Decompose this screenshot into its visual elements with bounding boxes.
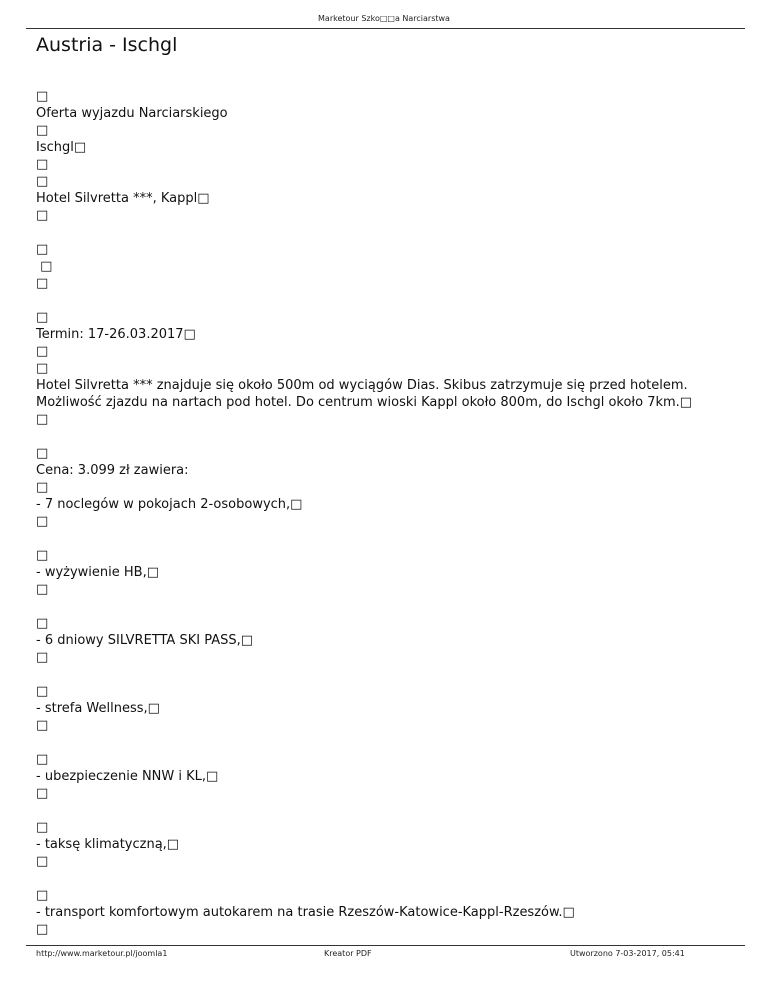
article-line xyxy=(36,666,741,683)
article-line: - 7 noclegów w pokojach 2-osobowych,□ xyxy=(36,497,303,512)
article-line: □ xyxy=(36,854,49,869)
page-title: Austria - Ischgl xyxy=(36,34,178,56)
article-line: □ xyxy=(36,480,49,495)
article-line: Oferta wyjazdu Narciarskiego xyxy=(36,106,228,121)
header-divider xyxy=(26,28,745,29)
article-line: □ xyxy=(36,242,49,257)
footer-created-date: Utworzono 7-03-2017, 05:41 xyxy=(570,949,685,958)
footer-url-link[interactable]: http://www.marketour.pl/joomla1 xyxy=(36,949,168,958)
article-line: Cena: 3.099 zł zawiera: xyxy=(36,463,189,478)
article-line: □ xyxy=(36,344,49,359)
article-line xyxy=(36,428,741,445)
article-line xyxy=(36,292,741,309)
article-line: □ xyxy=(36,650,49,665)
article-line: □ xyxy=(36,361,49,376)
article-line: □ xyxy=(36,259,53,274)
article-line: □ xyxy=(36,412,49,427)
footer-generator: Kreator PDF xyxy=(324,949,372,958)
article-line: □ xyxy=(36,548,49,563)
article-line: □ xyxy=(36,310,49,325)
article-line: □ xyxy=(36,174,49,189)
article-line: □ xyxy=(36,208,49,223)
footer-divider xyxy=(26,945,745,946)
article-line: □ xyxy=(36,123,49,138)
article-line: □ xyxy=(36,718,49,733)
article-line: - transport komfortowym autokarem na trasie Rzeszów-Katowice-Kappl-Rzeszów.□ xyxy=(36,905,575,920)
article-line: - taksę klimatyczną,□ xyxy=(36,837,180,852)
article-line: □ xyxy=(36,446,49,461)
article-line: □ xyxy=(36,888,49,903)
article-line: - strefa Wellness,□ xyxy=(36,701,160,716)
article-line: Hotel Silvretta ***, Kappl□ xyxy=(36,191,210,206)
article-line: Możliwość zjazdu na nartach pod hotel. Do centrum wioski Kappl około 800m, do Ischgl około 7km.□ xyxy=(36,395,693,410)
article-line: □ xyxy=(36,157,49,172)
article-line: □ xyxy=(36,752,49,767)
article-line: □ xyxy=(36,922,49,937)
article-line: □ xyxy=(36,89,49,104)
article-line: □ xyxy=(36,820,49,835)
article-line xyxy=(36,598,741,615)
article-line: □ xyxy=(36,616,49,631)
article-line: - wyżywienie HB,□ xyxy=(36,565,159,580)
page-header-site-title: Marketour Szko□□a Narciarstwa xyxy=(318,14,450,23)
article-line xyxy=(36,802,741,819)
article-line xyxy=(36,870,741,887)
article-line: Ischgl□ xyxy=(36,140,87,155)
article-line: Termin: 17-26.03.2017□ xyxy=(36,327,196,342)
article-line: □ xyxy=(36,514,49,529)
article-line xyxy=(36,734,741,751)
article-line: □ xyxy=(36,582,49,597)
article-body xyxy=(36,88,741,938)
article-line: □ xyxy=(36,684,49,699)
article-line: □ xyxy=(36,276,49,291)
article-line xyxy=(36,530,741,547)
article-line: - ubezpieczenie NNW i KL,□ xyxy=(36,769,219,784)
article-line xyxy=(36,224,741,241)
article-line: □ xyxy=(36,786,49,801)
article-line: Hotel Silvretta *** znajduje się około 500m od wyciągów Dias. Skibus zatrzymuje się przed hotelem. xyxy=(36,378,688,393)
article-line: - 6 dniowy SILVRETTA SKI PASS,□ xyxy=(36,633,254,648)
